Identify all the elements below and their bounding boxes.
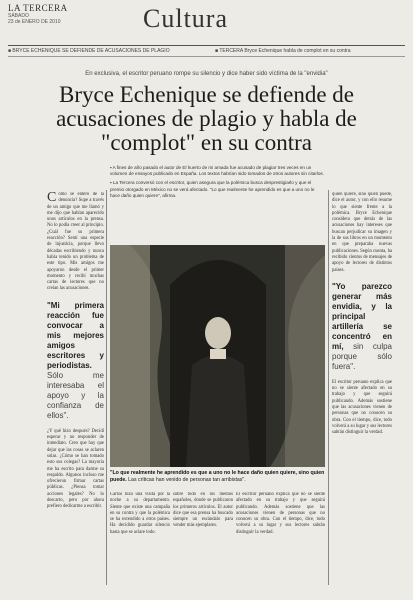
right-pull-quote-bold: "Yo parezco generar más envidia, y la principal artillería se concentró en mí,	[332, 281, 392, 351]
article-headline: Bryce Echenique se defiende de acusaciones de plagio y habla de "complot" en su contra	[56, 82, 357, 155]
summary-bullet-text: A fines de año pasado el autor de El huerto de mi amada fue acusado de plagiar tres veces en un volumen de ensayos publicado en España. Los textos habrían sido tomados de otros autores sin citarlos.	[110, 165, 324, 177]
dropcap: C	[47, 192, 57, 205]
subhead-rule	[8, 56, 405, 57]
subhead-left: ■ BRYCE ECHENIQUE SE DEFIENDE DE ACUSACIONES DE PLAGIO	[8, 48, 170, 54]
section-title: Cultura	[143, 4, 228, 33]
right-column	[332, 192, 392, 582]
left-column-intro	[47, 192, 104, 293]
left-pull-quote-light: Sólo me interesaba el apoyo y la confianza de ellos".	[47, 370, 104, 420]
summary-bullet: ▪ La Tercera conversó con el escritor, quien asegura que la polémica busca desprestigiarlo y que el premio otorgado en México no se verá afectado. "Lo que realmente he aprendido es que a uno no le hace daño quien quiere", afirma.	[110, 180, 315, 198]
newspaper-name: LA TERCERA	[8, 3, 68, 13]
article-kicker: En exclusiva, el escritor peruano rompe su silencio y dice haber sido víctima de la "envidia"	[85, 71, 328, 77]
left-column	[47, 192, 104, 582]
caption-rest: Las críticas han venido de personas tan arribistas".	[128, 477, 246, 483]
right-column-text: quien quiere, sino quien puede, dice el autor, y con ello resume lo que siente frente a la polémica. Bryce Echenique considera que detrás de las acusaciones hay intereses que buscan perjudicar su imagen y la de sus libros en un momento en que preparaba nuevas publicaciones. Según cuenta, ha recibido cientos de mensajes de apoyo de lectores de distintos países.	[332, 192, 392, 273]
left-pull-quote-bold: "Mi primera reacción fue convocar a mis mejores amigos escritores y periodistas.	[47, 300, 104, 370]
photo-caption	[110, 470, 325, 484]
column-divider-left	[106, 190, 107, 585]
bottom-right-column: El escritor peruano explica que no se siente afectado en su trabajo y que seguirá publicando. Además sostiene que las acusaciones vienen de personas que no conocen su obra. Con el tiempo, dice, todo volverá a su lugar y sus lectores sabrán distinguir la verdad.	[236, 492, 325, 535]
masthead	[8, 4, 405, 44]
masthead-day: SÁBADO	[8, 13, 29, 19]
summary-bullets	[110, 165, 325, 202]
left-column-body: ¿Y qué hizo después? Decidí esperar y no responder de inmediato. Creo que hay que dejar que las cosas se aclaren solas. ¿Cómo se han tomado esto sus colegas? La mayoría me ha escrito para darme su respaldo. Algunos incluso me ofrecieron firmar cartas públicas. ¿Piensa tomar acciones legales? No lo descarto, pero por ahora prefiero dedicarme a escribir.	[47, 428, 104, 510]
bottom-middle-column: sobre todo en los medios españoles, donde se publicaron los primeros artículos. El autor dice que esa prensa ha buscado siempre un escándalo para vender más ejemplares.	[173, 492, 233, 529]
right-column-body: El escritor peruano explica que no se siente afectado en su trabajo y que seguirá publicando. Además sostiene que las acusaciones vienen de personas que no conocen su obra. Con el tiempo, dice, todo volverá a su lugar y sus lectores sabrán distinguir la verdad.	[332, 379, 392, 436]
bottom-left-column: Carlos hizo una visita por la noche a su departamento. Siente que existe una campaña en su contra y que la polémica se ha extendido a otros países. Ha decidido guardar silencio hasta que se aclare todo.	[110, 492, 170, 535]
masthead-date: 23 de ENERO DE 2010	[8, 19, 61, 25]
left-column-text: ómo se enteró de la denuncia? Supe a través de un amigo que me llamó y me dijo que habían aparecido unos artículos en la prensa. No lo podía creer al principio. ¿Cuál fue su primera reacción? Sentí una especie de injusticia, porque llevo décadas escribiendo y nunca había tenido un problema de este tipo. Mis amigos me apoyaron desde el primer momento y recibí muchas cartas de lectores que no creían las acusaciones.	[47, 192, 104, 292]
summary-bullet-text: La Tercera conversó con el escritor, quien asegura que la polémica busca desprestigiarlo y que el premio otorgado en México no se verá afectado. "Lo que realmente he aprendido es que a uno no le hace daño quien quiere", afirma.	[110, 180, 315, 198]
right-pull-quote	[332, 282, 392, 372]
masthead-rule	[8, 45, 405, 46]
summary-bullet: ▪ A fines de año pasado el autor de El huerto de mi amada fue acusado de plagiar tres veces en un volumen de ensayos publicado en España. Los textos habrían sido tomados de otros autores sin citarlos.	[110, 165, 324, 177]
portrait-photo	[110, 245, 325, 467]
portrait-photo-image	[110, 245, 325, 467]
column-divider-right	[328, 190, 329, 585]
left-pull-quote	[47, 301, 104, 421]
subhead-right: ■ TERCERA Bryce Echenique habla de complot en su contra	[215, 48, 351, 54]
masthead-left	[8, 4, 68, 25]
caption-bold: "Lo que realmente he aprendido es que a uno no le hace daño quien quiere, sino quien puede.	[110, 470, 325, 483]
right-pull-quote-light: sin culpa porque sólo fuera".	[332, 341, 392, 371]
